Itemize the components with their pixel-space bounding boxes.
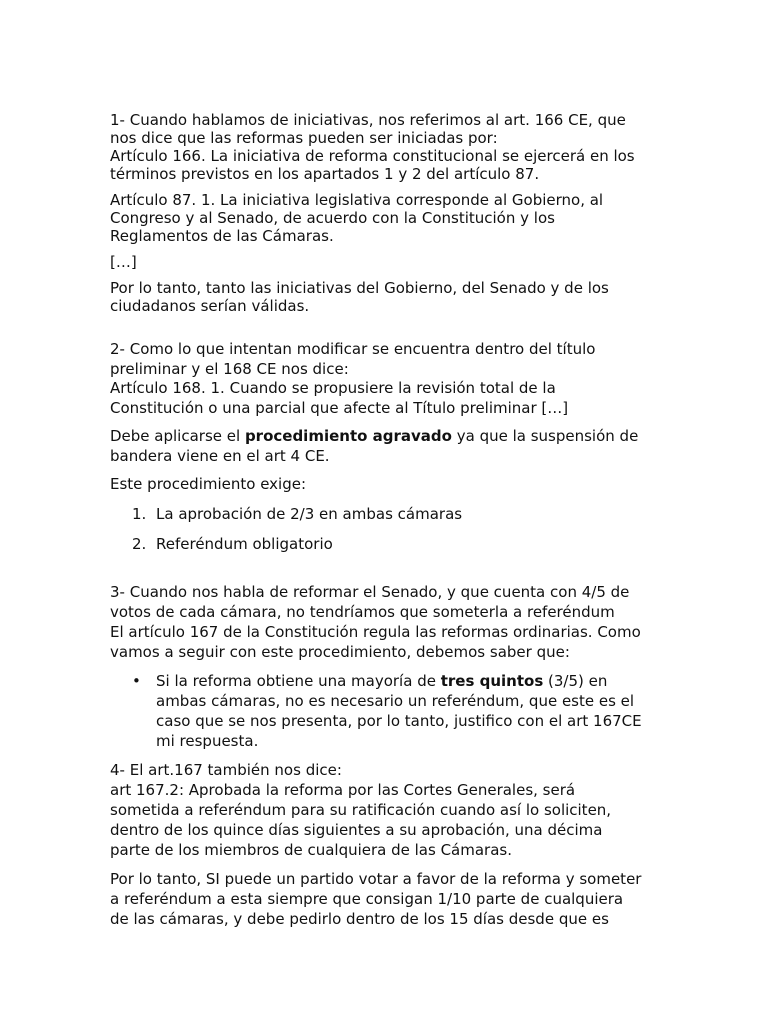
text-line: dentro de los quince días siguientes a su aprobación, una décima xyxy=(110,820,603,839)
text-line: caso que se nos presenta, por lo tanto, justifico con el art 167CE xyxy=(156,711,642,730)
text-line: Congreso y al Senado, de acuerdo con la Constitución y los xyxy=(110,209,555,227)
text-line: art 167.2: Aprobada la reforma por las Cortes Generales, será xyxy=(110,780,576,799)
list-item-text: Referéndum obligatorio xyxy=(156,534,333,553)
list-item-text: La aprobación de 2/3 en ambas cámaras xyxy=(156,504,463,523)
text-line: de las cámaras, y debe pedirlo dentro de los 15 días desde que es xyxy=(110,909,609,928)
paragraph-article-87 xyxy=(110,191,665,245)
list-marker: 1. xyxy=(132,504,147,523)
text-line: preliminar y el 168 CE nos dice: xyxy=(110,359,349,378)
paragraph-senate-reform xyxy=(110,582,665,662)
text-line: Si la reforma obtiene una mayoría de tres quintos (3/5) en xyxy=(156,671,608,690)
paragraph-conclusion-1 xyxy=(110,279,665,315)
text-line: Por lo tanto, tanto las iniciativas del Gobierno, del Senado y de los xyxy=(110,279,609,297)
text-line: El artículo 167 de la Constitución regula las reformas ordinarias. Como xyxy=(110,622,641,641)
paragraph-article-167-2 xyxy=(110,760,665,860)
text-line: ciudadanos serían válidas. xyxy=(110,297,310,315)
bold-term: tres quintos xyxy=(440,671,544,690)
text-line: sometida a referéndum para su ratificación cuando así lo soliciten, xyxy=(110,800,612,819)
paragraph-procedimiento-agravado xyxy=(110,427,665,466)
text-line: vamos a seguir con este procedimiento, debemos saber que: xyxy=(110,642,570,661)
list-item xyxy=(110,504,665,524)
text-line: ambas cámaras, no es necesario un referéndum, que este es el xyxy=(156,691,635,710)
text-line: 2- Como lo que intentan modificar se encuentra dentro del título xyxy=(110,340,596,358)
text-line: mi respuesta. xyxy=(156,731,259,750)
list-item xyxy=(110,534,665,554)
ordered-list xyxy=(110,504,665,554)
text-line: Debe aplicarse el procedimiento agravado ya que la suspensión de xyxy=(110,427,639,445)
text-line: […] xyxy=(110,253,137,271)
text-line: 1- Cuando hablamos de iniciativas, nos referimos al art. 166 CE, que xyxy=(110,111,626,129)
paragraph-title-preliminar xyxy=(110,340,665,418)
text-line: Por lo tanto, SI puede un partido votar a favor de la reforma y someter xyxy=(110,869,642,888)
text-line: Constitución o una parcial que afecte al Título preliminar […] xyxy=(110,398,569,417)
text-line: 3- Cuando nos habla de reformar el Senado, y que cuenta con 4/5 de xyxy=(110,582,630,601)
paragraph-ellipsis xyxy=(110,253,665,271)
text-line: parte de los miembros de cualquiera de las Cámaras. xyxy=(110,840,512,859)
list-item xyxy=(110,671,665,751)
text-line: Artículo 166. La iniciativa de reforma constitucional se ejercerá en los xyxy=(110,147,635,165)
text-line: términos previstos en los apartados 1 y 2 del artículo 87. xyxy=(110,165,540,183)
bold-term: procedimiento agravado xyxy=(244,427,452,445)
text-line: Reglamentos de las Cámaras. xyxy=(110,227,334,245)
bullet-list xyxy=(110,671,665,751)
paragraph-procedure-requires xyxy=(110,475,665,495)
paragraph-conclusion-referendum xyxy=(110,869,665,929)
text-line: a referéndum a esta siempre que consigan 1/10 parte de cualquiera xyxy=(110,889,624,908)
text-line: bandera viene en el art 4 CE. xyxy=(110,446,330,465)
paragraph-initiatives xyxy=(110,111,665,183)
text-line: Este procedimiento exige: xyxy=(110,475,307,493)
document-body xyxy=(110,111,665,929)
text-line: 4- El art.167 también nos dice: xyxy=(110,760,342,779)
list-marker: 2. xyxy=(132,534,147,553)
text-line: nos dice que las reformas pueden ser iniciadas por: xyxy=(110,129,498,147)
text-line: votos de cada cámara, no tendríamos que someterla a referéndum xyxy=(110,602,615,621)
text-line: Artículo 87. 1. La iniciativa legislativa corresponde al Gobierno, al xyxy=(110,191,604,209)
text-line: Artículo 168. 1. Cuando se propusiere la revisión total de la xyxy=(110,379,556,397)
bullet-marker: • xyxy=(132,671,141,690)
